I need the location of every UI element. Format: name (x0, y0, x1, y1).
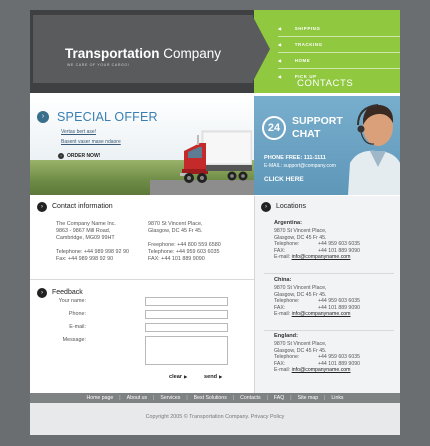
chevron-right-icon: ◀ (278, 58, 282, 63)
location-divider (264, 273, 394, 274)
nav-item-label: PICK UP (294, 74, 317, 79)
office-line: 9870 St Vincent Place, (148, 221, 203, 227)
message-textarea[interactable] (145, 336, 228, 365)
telephone-label: Telephone: (274, 298, 300, 304)
location-address: Glasgow, DC 45 Fr 45. (274, 291, 327, 298)
telephone-label: Telephone: (274, 354, 300, 360)
location-name: England: (274, 333, 298, 339)
brand-tagline: WE CARE OF YOUR CARGO! (67, 63, 130, 67)
fax-value: +44 101 889 9090 (318, 360, 360, 367)
arrow-circle-icon: › (261, 202, 271, 212)
location-argentina (274, 220, 394, 261)
location-email (274, 311, 394, 318)
email-link[interactable]: info@companyname.com (291, 254, 351, 260)
address-phone: Telephone: +44 989 998 92 90 (56, 249, 129, 255)
footer-separator: | (232, 395, 235, 401)
email-link[interactable]: info@companyname.com (291, 311, 351, 317)
message-label: Message: (62, 337, 86, 343)
location-email (274, 367, 394, 374)
support-operator-photo (348, 97, 400, 195)
address-line: Cambridge, MG09 99HT (56, 235, 115, 241)
send-button-label: send (204, 374, 218, 380)
location-china (274, 277, 394, 318)
footer-separator: | (153, 395, 155, 401)
name-input[interactable] (145, 297, 228, 306)
footer-separator: | (266, 395, 268, 401)
chevron-right-icon: ◀ (278, 26, 282, 31)
footer-link-home[interactable]: Home page (86, 395, 114, 401)
footer-link-contacts[interactable]: Contacts (240, 395, 261, 401)
location-address: 9870 St Vincent Place, (274, 228, 327, 234)
truck-illustration (180, 129, 252, 187)
office-freephone: Freephone: +44 800 559 6580 (148, 242, 221, 248)
send-button[interactable] (204, 374, 222, 380)
contact-info-address (56, 221, 156, 263)
fax-label: FAX: (274, 247, 286, 254)
footer-separator: | (119, 395, 121, 401)
footer-link-links[interactable]: Links (331, 395, 344, 401)
chevron-right-icon: ◀ (278, 42, 282, 47)
fax-label: FAX: (274, 304, 286, 311)
footer-separator: | (186, 395, 188, 401)
office-line: Glasgow, DC 45 Fr 45. (148, 228, 203, 234)
support-title-line1: SUPPORT (292, 115, 343, 127)
order-now-link[interactable]: ORDER NOW! (67, 153, 101, 159)
support-phone: PHONE FREE: 111-1111 (264, 155, 326, 161)
clear-button[interactable] (169, 374, 187, 380)
logo-plate-arrow (252, 15, 270, 83)
fax-value: +44 101 889 9090 (318, 247, 360, 254)
arrow-right-icon: ▶ (219, 374, 223, 379)
support-title-line2: CHAT (292, 128, 321, 140)
arrow-circle-icon: › (37, 111, 49, 123)
footer-separator: | (324, 395, 326, 401)
nav-item-label: HOME (294, 58, 311, 63)
location-england (274, 333, 394, 374)
arrow-circle-icon: › (58, 153, 64, 159)
phone-label: Phone: (68, 311, 86, 317)
email-label: E-mail: (274, 311, 291, 317)
location-name: Argentina: (274, 220, 302, 226)
address-fax: Fax: +44 989 998 92 90 (56, 256, 114, 262)
nav-item-shipping[interactable] (278, 21, 400, 36)
support-hours-badge: 24 (262, 116, 286, 140)
address-line: 9863 - 9867 Mill Road, (56, 228, 111, 234)
chevron-right-icon: ◀ (278, 74, 282, 79)
office-fax: FAX: +44 101 889 9090 (148, 256, 205, 262)
footer-link-about[interactable]: About us (126, 395, 148, 401)
nav-item-label: TRACKING (294, 42, 323, 47)
footer-copyright: Copyright 2005 © Transportation Company. Privacy Policy (145, 414, 285, 420)
section-title-contacts: CONTACTS (297, 78, 354, 89)
brand-name[interactable] (65, 46, 221, 61)
section-divider (30, 279, 254, 280)
footer-link-solutions[interactable]: Best Solutions (193, 395, 227, 401)
email-label: E-mail: (274, 254, 291, 260)
office-telephone: Telephone: +44 959 603 6035 (148, 249, 220, 255)
contact-info-title: Contact information (52, 203, 113, 210)
page (30, 10, 400, 435)
nav-item-label: SHIPPING (294, 26, 321, 31)
email-label: E-mail: (69, 324, 86, 330)
locations-title: Locations (276, 203, 306, 210)
arrow-circle-icon: › (37, 288, 47, 298)
email-input[interactable] (145, 323, 228, 332)
phone-input[interactable] (145, 310, 228, 319)
footer-link-services[interactable]: Services (160, 395, 181, 401)
telephone-label: Telephone: (274, 241, 300, 247)
fax-value: +44 101 889 9090 (318, 304, 360, 311)
special-offer-link[interactable]: Basent vaser mase ndaore (61, 139, 121, 145)
arrow-right-icon: ▶ (184, 374, 188, 379)
telephone-value: +44 959 603 6035 (318, 241, 360, 247)
support-email: E-MAIL: support@company.com (264, 163, 336, 169)
special-offer-title: SPECIAL OFFER (57, 110, 158, 124)
brand-name-bold: Transportation (65, 46, 160, 61)
main-nav (278, 21, 400, 84)
address-line: The Company Name Inc. (56, 221, 116, 227)
brand-name-regular: Company (159, 46, 222, 61)
footer-link-faq[interactable]: FAQ (273, 395, 285, 401)
contact-info-office (148, 221, 258, 263)
telephone-value: +44 959 603 6035 (318, 354, 360, 360)
location-name: China: (274, 277, 292, 283)
location-address: 9870 St Vincent Place, (274, 341, 327, 347)
telephone-value: +44 959 603 6035 (318, 298, 360, 304)
email-link[interactable]: info@companyname.com (291, 367, 351, 373)
special-offer-link[interactable]: Vertas bert ase! (61, 129, 97, 135)
location-address: Glasgow, DC 45 Fr 45. (274, 234, 327, 241)
nav-item-home[interactable] (278, 53, 400, 68)
email-label: E-mail: (274, 367, 291, 373)
footer-nav (30, 393, 400, 403)
support-click-here-link[interactable]: CLICK HERE (264, 176, 304, 183)
fax-label: FAX: (274, 360, 286, 367)
name-label: Your name: (58, 298, 86, 304)
location-address: 9870 St Vincent Place, (274, 285, 327, 291)
clear-button-label: clear (169, 374, 183, 380)
location-divider (264, 330, 394, 331)
feedback-title: Feedback (52, 289, 83, 296)
footer-link-sitemap[interactable]: Site map (297, 395, 319, 401)
arrow-circle-icon: › (37, 202, 47, 212)
nav-item-tracking[interactable] (278, 37, 400, 52)
footer-separator: | (290, 395, 292, 401)
location-email (274, 254, 394, 261)
location-address: Glasgow, DC 45 Fr 45. (274, 347, 327, 354)
